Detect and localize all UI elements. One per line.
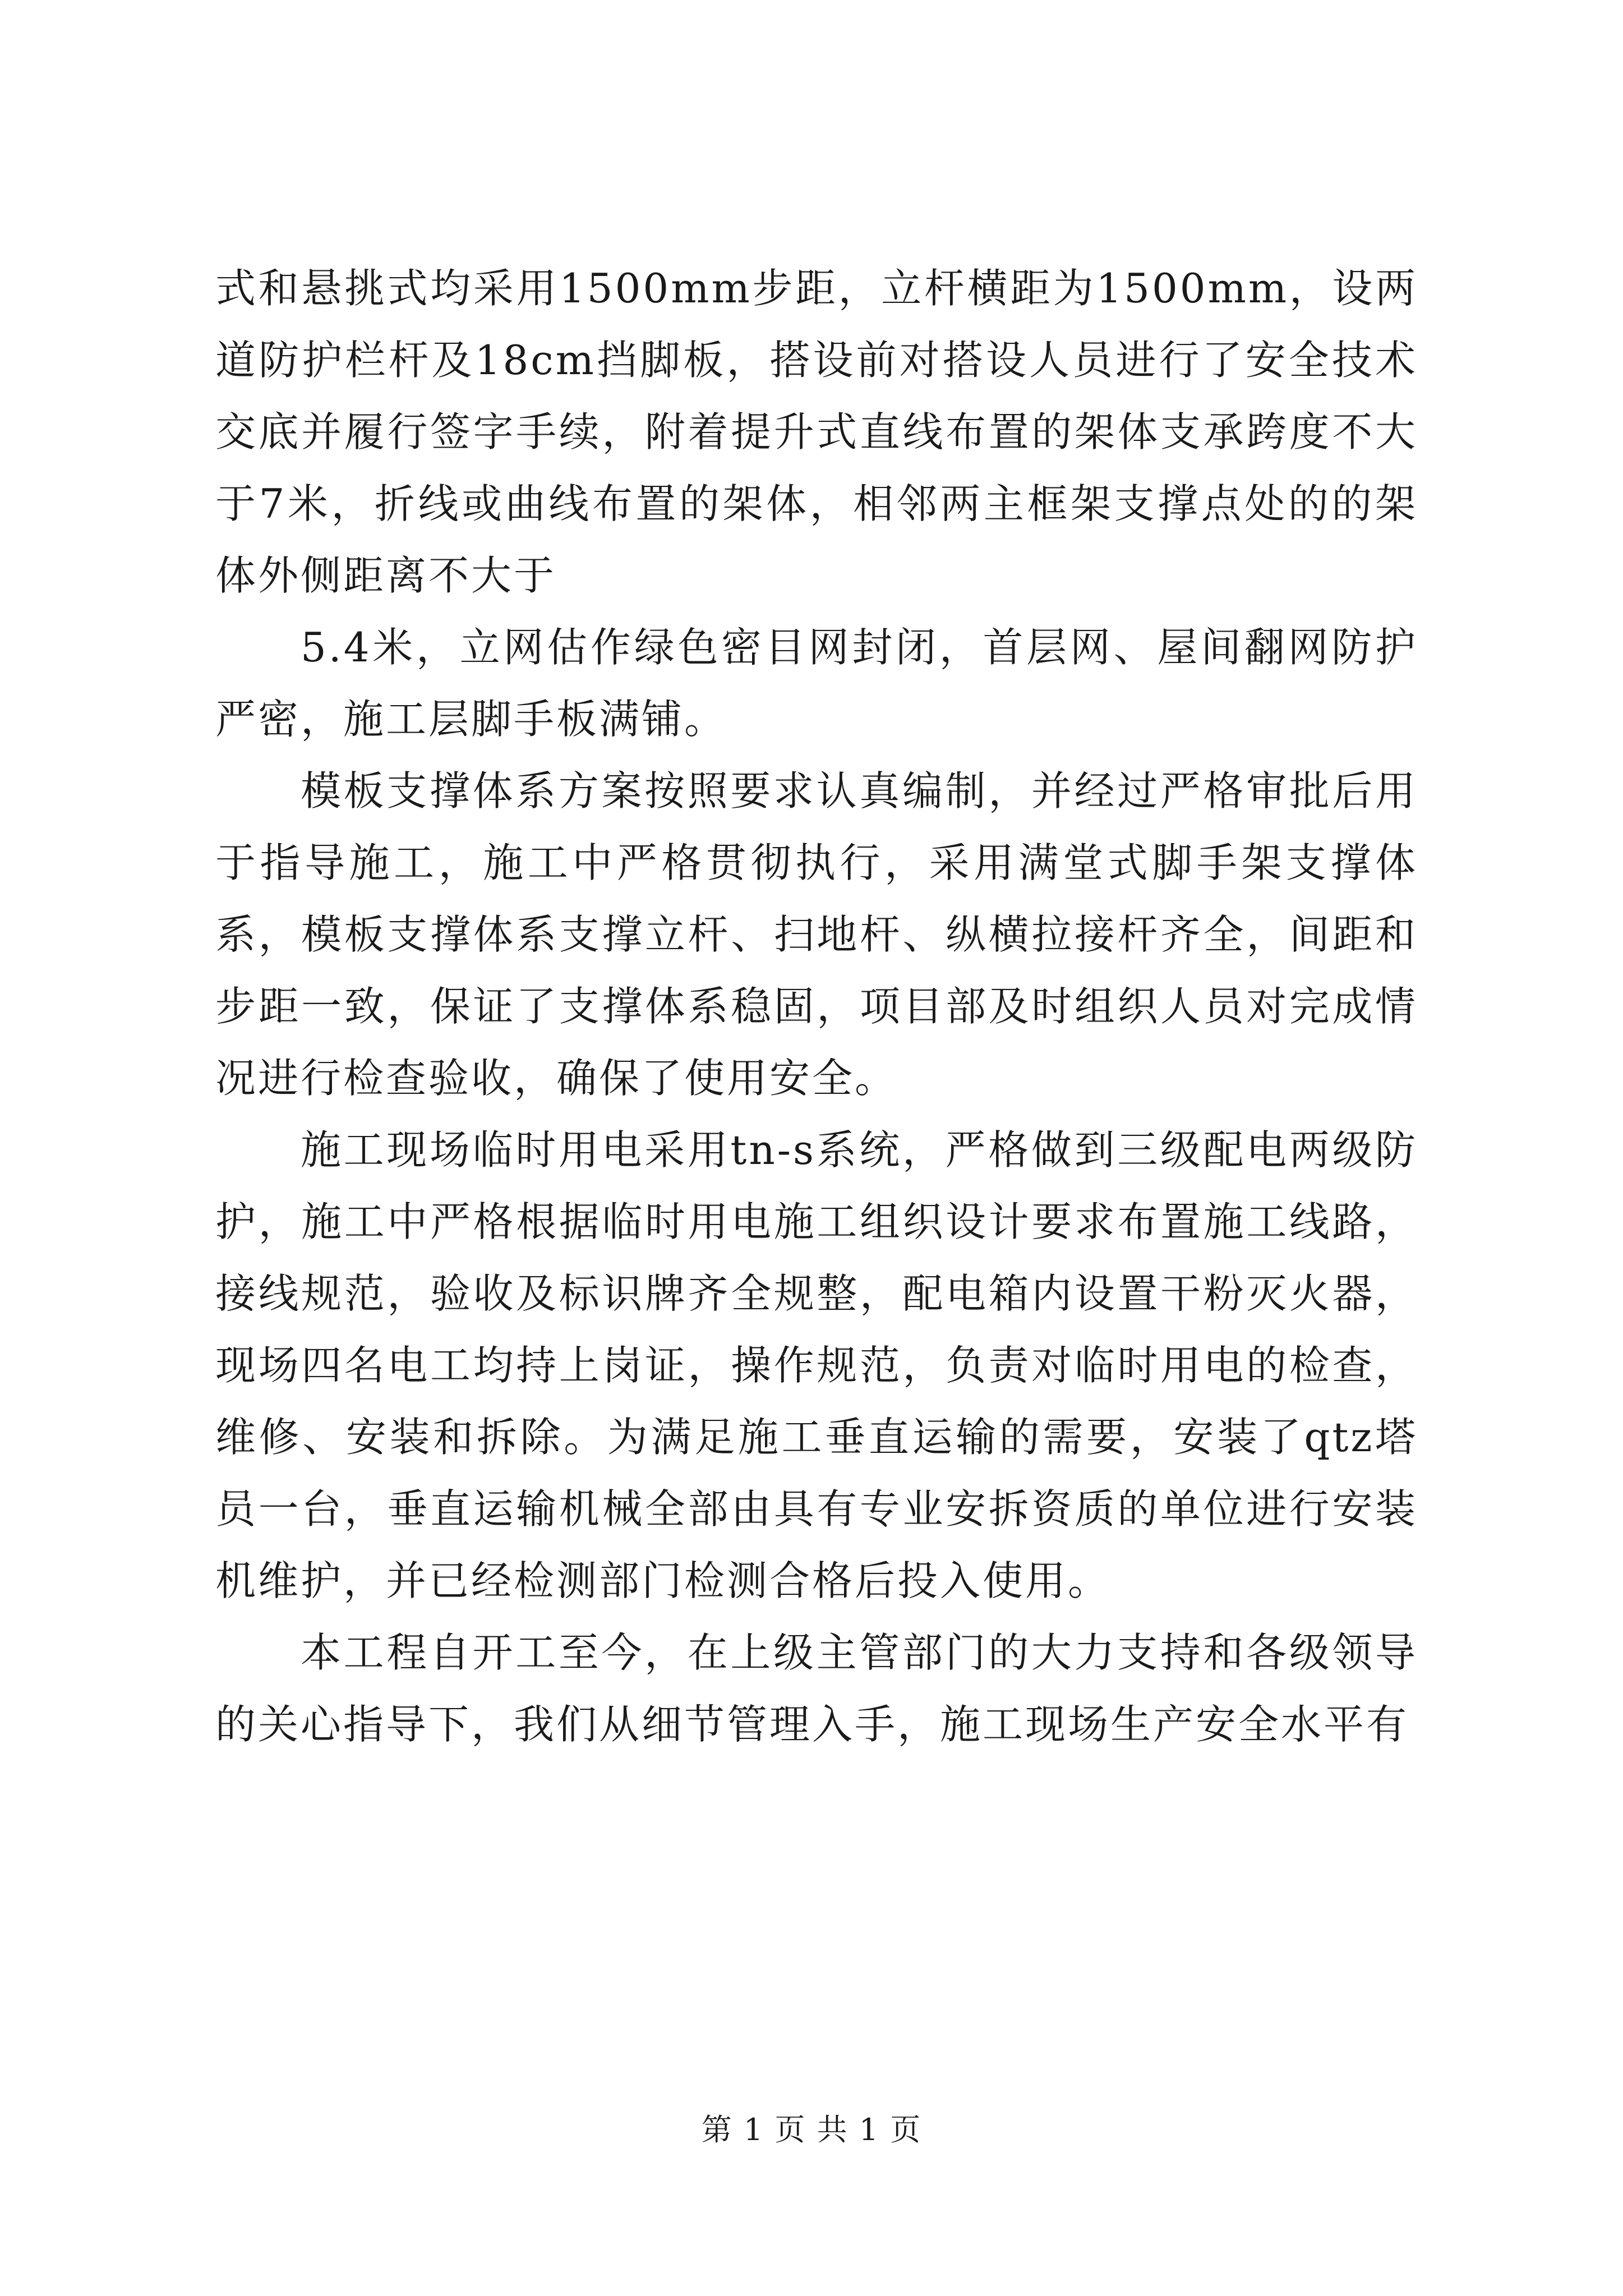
paragraph-4: 施工现场临时用电采用tn-s系统，严格做到三级配电两级防护，施工中严格根据临时用电施工组织设计要求布置施工线路，接线规范，验收及标识牌齐全规整，配电箱内设置干粉灭火器，现场四名电工均持上岗证，操作规范，负责对临时用电的检查，维修、安装和拆除。为满足施工垂直运输的需要，安装了qtz塔员一台，垂直运输机械全部由具有专业安拆资质的单位进行安装机维护，并已经检测部门检测合格后投入使用。 bbox=[215, 1126, 1418, 1604]
paragraph-5: 本工程自开工至今，在上级主管部门的大力支持和各级领导的关心指导下，我们从细节管理入手，施工现场生产安全水平有 bbox=[215, 1629, 1418, 1748]
paragraph-1: 式和悬挑式均采用1500mm步距，立杆横距为1500mm，设两道防护栏杆及18cm挡脚板，搭设前对搭设人员进行了安全技术交底并履行签字手续，附着提升式直线布置的架体支承跨度不大于7米，折线或曲线布置的架体，相邻两主框架支撑点处的的架体外侧距离不大于 bbox=[215, 265, 1418, 599]
paragraph-2: 5.4米，立网估作绿色密目网封闭，首层网、屋间翻网防护严密，施工层脚手板满铺。 bbox=[215, 624, 1418, 743]
page-number-label: 第 1 页 共 1 页 bbox=[701, 2112, 922, 2147]
page-footer bbox=[0, 2110, 1623, 2150]
document-body bbox=[215, 252, 1418, 1760]
paragraph-3: 模板支撑体系方案按照要求认真编制，并经过严格审批后用于指导施工，施工中严格贯彻执行，采用满堂式脚手架支撑体系，模板支撑体系支撑立杆、扫地杆、纵横拉接杆齐全，间距和步距一致，保证了支撑体系稳固，项目部及时组织人员对完成情况进行检查验收，确保了使用安全。 bbox=[215, 767, 1418, 1102]
